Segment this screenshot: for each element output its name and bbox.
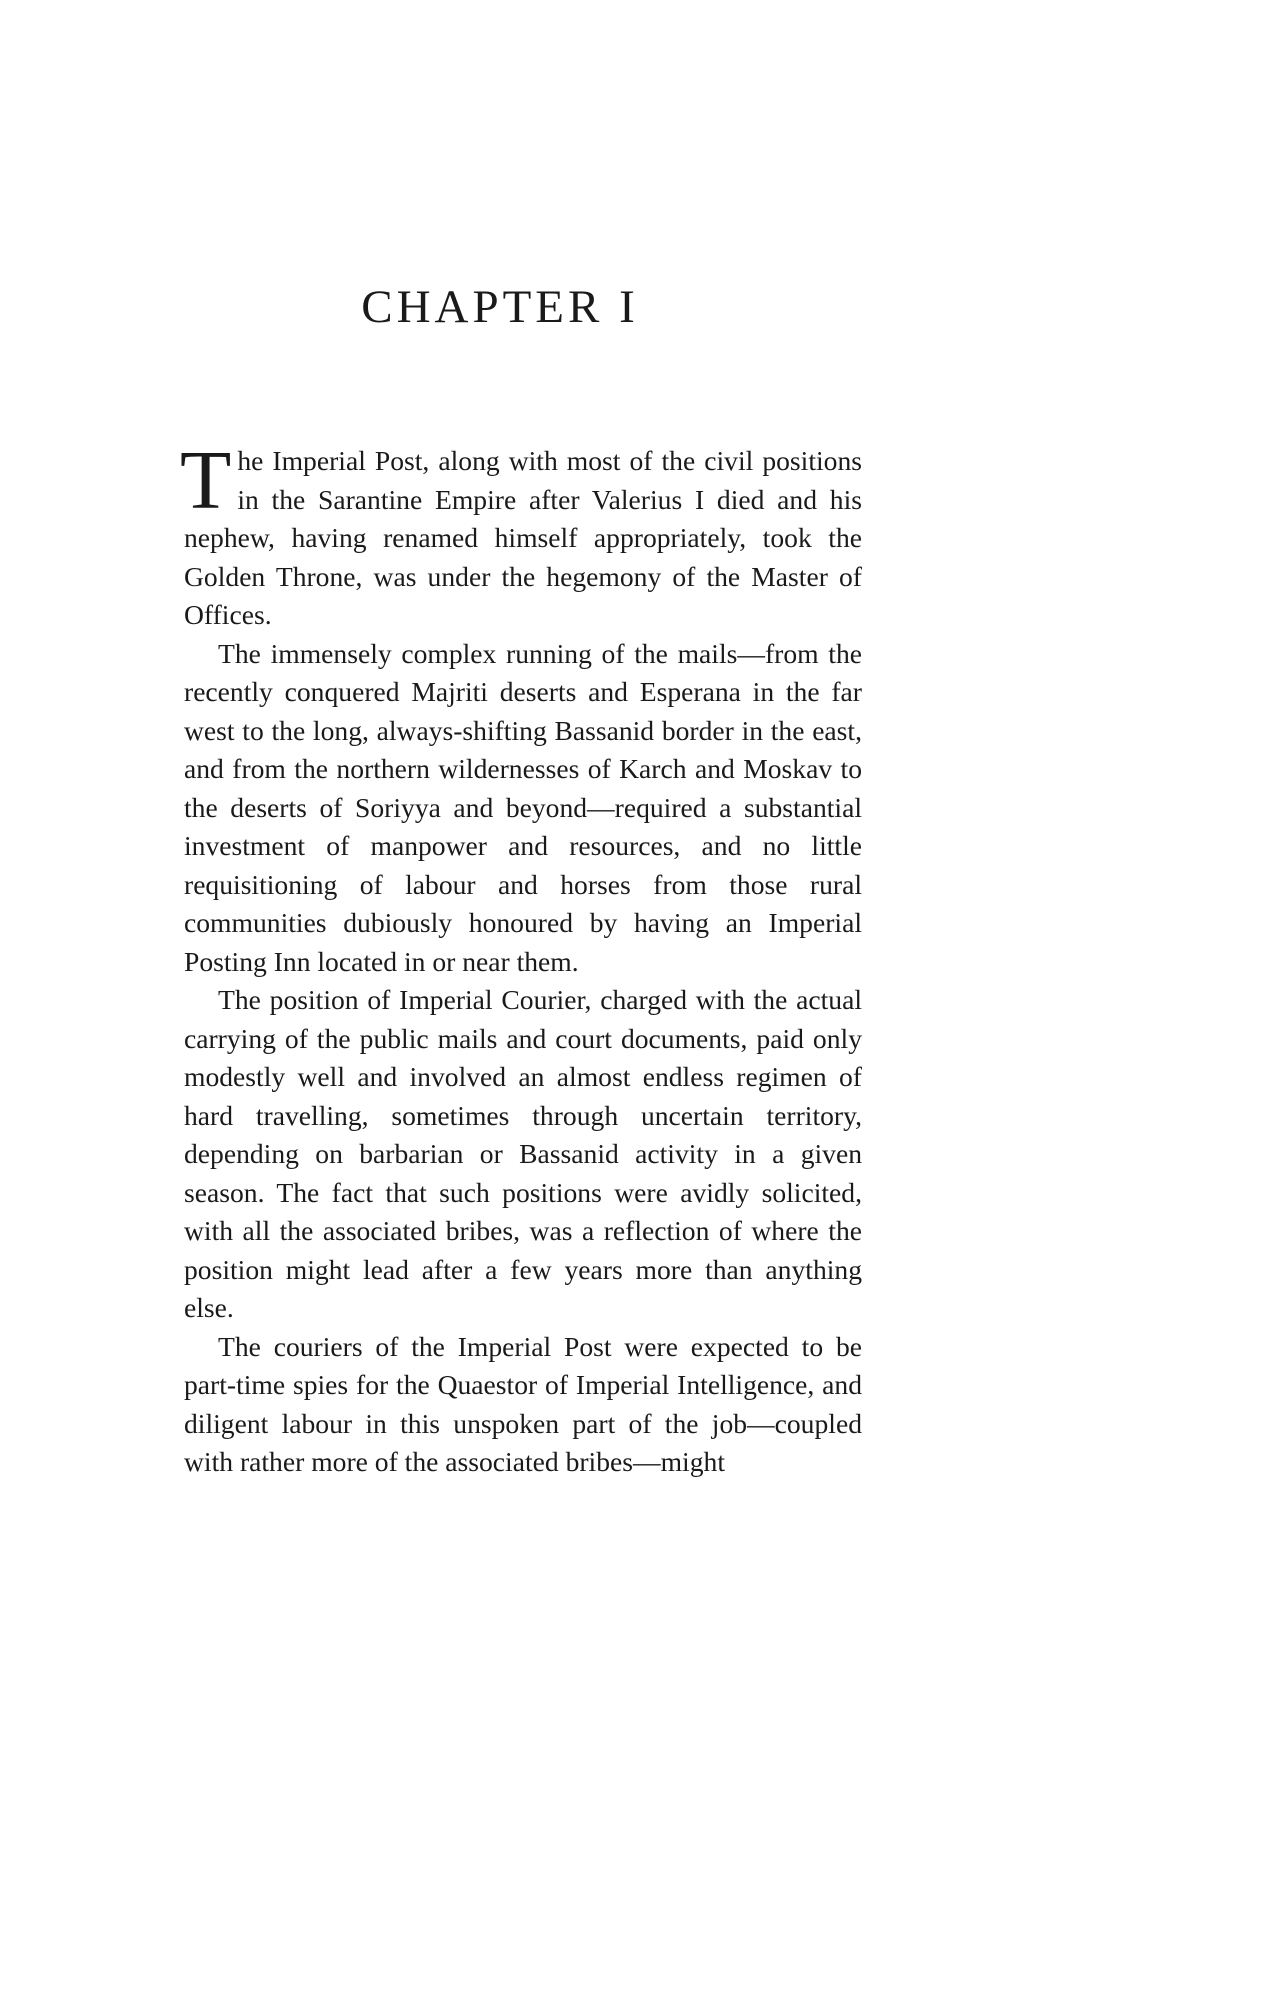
paragraph-4: The couriers of the Imperial Post were expected to be part-time spies for the Quaestor of Imperial Intelligence, and diligent labour in this unspoken part of the job—coupled with rather more of the associated bribes—might (184, 1330, 862, 1477)
paragraph-1 (180, 434, 862, 635)
drop-cap: T (180, 434, 232, 527)
chapter-title: CHAPTER I (361, 281, 639, 333)
paragraph-2: The immensely complex running of the mails—from the recently conquered Majriti deserts and Esperana in the far west to the long, always-shifting Bassanid border in the east, and from the northern wildernesses of Karch and Moskav to the deserts of Soriyya and beyond—required a substantial investment of manpower and resources, and no little requisitioning of labour and horses from those rural communities dubiously honoured by having an Imperial Posting Inn located in or near them. (184, 637, 862, 977)
chapter-body (180, 434, 862, 1482)
paragraph-3: The position of Imperial Courier, charged with the actual carrying of the public mails and court documents, paid only modestly well and involved an almost endless regimen of hard travelling, sometimes through uncertain territory, depending on barbarian or Bassanid activity in a given season. The fact that such positions were avidly solicited, with all the associated bribes, was a reflection of where the position might lead after a few years more than anything else. (184, 984, 862, 1323)
paragraph-1-text: he Imperial Post, along with most of the civil positions in the Sarantine Empire after Valerius I died and his nephew, having renamed himself appropriately, took the Golden Throne, was under the hegemony of the Master of Offices. (184, 445, 862, 630)
